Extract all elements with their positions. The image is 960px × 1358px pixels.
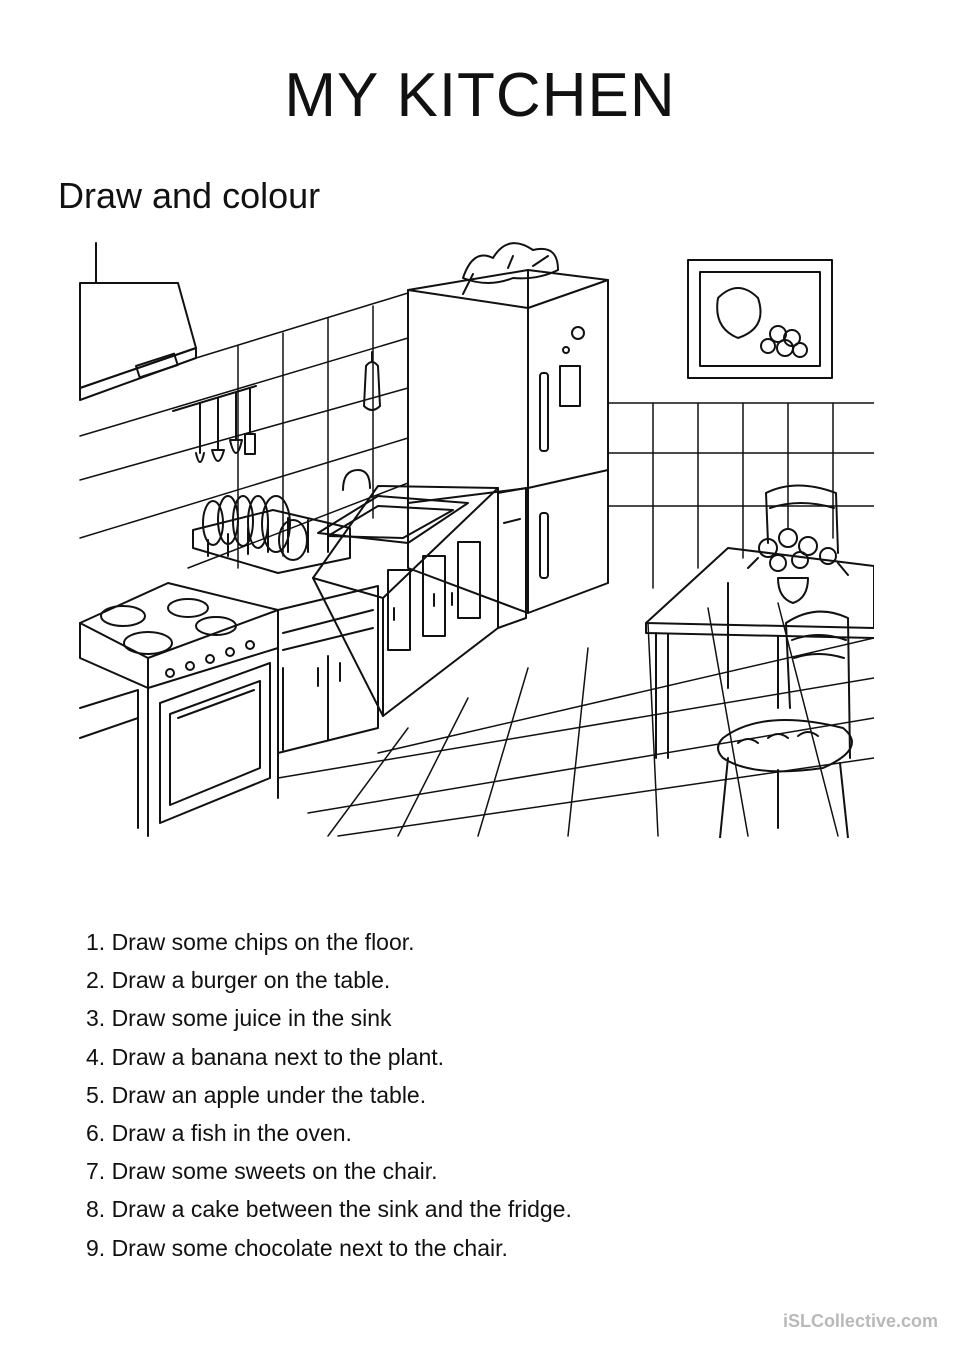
left-wall-tiles	[80, 293, 408, 568]
instruction-item: 8. Draw a cake between the sink and the fridge.	[86, 1196, 572, 1223]
watermark: iSLCollective.com	[782, 1311, 938, 1331]
page-title: MY KITCHEN	[284, 61, 676, 130]
instruction-item: 3. Draw some juice in the sink	[86, 1005, 392, 1032]
instruction-item: 1. Draw some chips on the floor.	[86, 929, 415, 955]
instruction-list	[86, 923, 572, 1267]
front-chair	[718, 612, 852, 838]
instruction-item: 7. Draw some sweets on the chair.	[86, 1158, 438, 1185]
kitchen-illustration	[78, 238, 874, 838]
instruction-item: 6. Draw a fish in the oven.	[86, 1120, 352, 1147]
towel	[364, 352, 380, 410]
page-subtitle: Draw and colour	[58, 175, 321, 216]
range-hood	[80, 243, 196, 400]
instruction-item: 5. Draw an apple under the table.	[86, 1081, 427, 1108]
back-chair	[766, 486, 838, 554]
plant-on-fridge	[463, 243, 558, 294]
lower-cabinets	[278, 586, 378, 753]
instruction-item: 9. Draw some chocolate next to the chair.	[86, 1234, 508, 1261]
instruction-item: 2. Draw a burger on the table.	[86, 967, 391, 994]
vase-flowers	[748, 529, 848, 603]
picture-frame	[688, 260, 832, 378]
stove	[80, 583, 278, 836]
fridge	[408, 270, 608, 613]
instruction-item: 4. Draw a banana next to the plant.	[86, 1043, 445, 1070]
